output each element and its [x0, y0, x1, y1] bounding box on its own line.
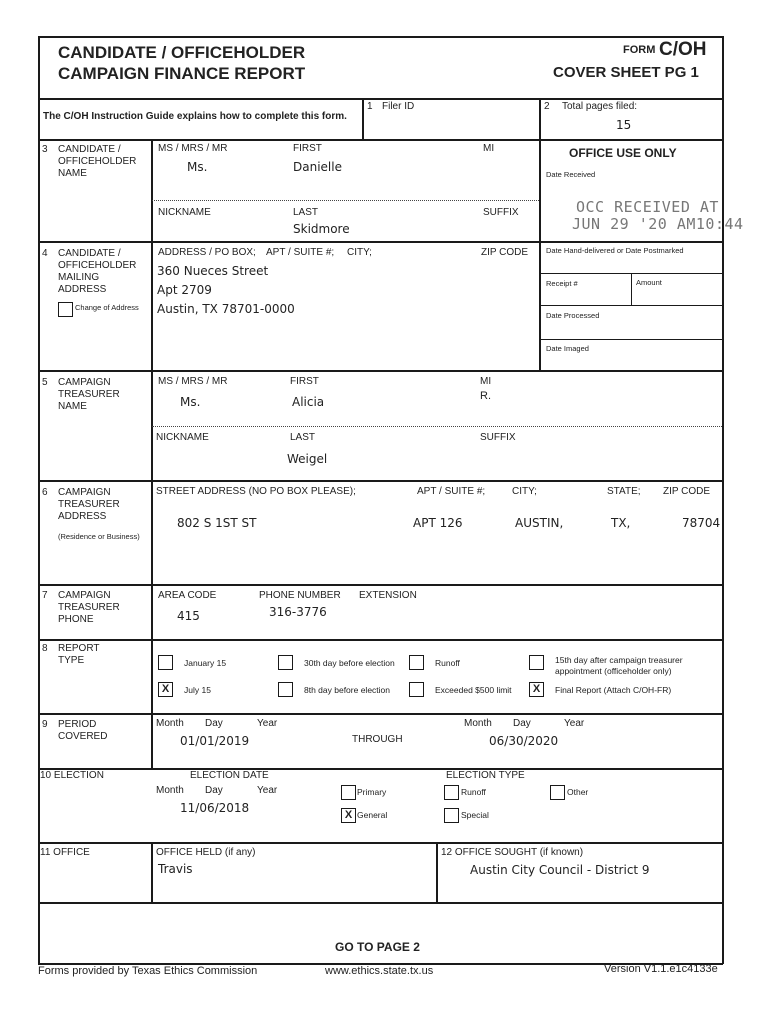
filer-id-field[interactable] — [380, 118, 530, 132]
election-date-value[interactable]: 11/06/2018 — [180, 801, 250, 815]
january-15-label: January 15 — [184, 658, 227, 668]
total-pages-number: 2 — [544, 101, 550, 112]
amount-label: Amount — [636, 278, 662, 287]
office-sought-value[interactable]: Austin City Council - District 9 — [470, 863, 650, 877]
office-held-value[interactable]: Travis — [158, 862, 193, 876]
candidate-first-value[interactable]: Danielle — [293, 160, 342, 174]
other-label: Other — [567, 787, 589, 797]
treasurer-address-label: CAMPAIGN TREASURER ADDRESS — [58, 487, 120, 522]
treasurer-apt-label: APT / SUITE #; — [417, 486, 486, 497]
phone-number-value[interactable]: 316-3776 — [269, 605, 327, 619]
period-from-year-label: Year — [257, 718, 278, 729]
july-15-checkbox[interactable]: X — [158, 682, 173, 697]
section-6-number: 6 — [42, 487, 48, 498]
period-to-month-label: Month — [464, 718, 492, 729]
mailing-city-label: CITY; — [347, 247, 372, 258]
form-title-line1: CANDIDATE / OFFICEHOLDER — [58, 43, 306, 62]
period-covered-label: PERIOD COVERED — [58, 719, 108, 742]
election-label — [40, 771, 104, 781]
mailing-zip-label: ZIP CODE — [481, 247, 529, 258]
mailing-line1[interactable]: 360 Nueces Street — [157, 264, 269, 278]
treasurer-zip-value[interactable]: 78704 — [682, 516, 721, 530]
election-month-label: Month — [156, 785, 184, 796]
section-10-number: 10 — [40, 770, 52, 781]
section-8-number: 8 — [42, 643, 48, 654]
candidate-nickname-label: NICKNAME — [158, 207, 211, 218]
office-sought-label-text: OFFICE SOUGHT (if known) — [454, 847, 584, 858]
candidate-last-label: LAST — [293, 207, 319, 218]
section-4-number: 4 — [42, 248, 48, 259]
election-label-text: ELECTION — [53, 770, 104, 781]
candidate-last-value[interactable]: Skidmore — [293, 222, 350, 236]
treasurer-nickname-label: NICKNAME — [156, 432, 209, 443]
form-word: FORM — [623, 44, 656, 56]
treasurer-state-value[interactable]: TX, — [611, 516, 631, 530]
date-processed-label: Date Processed — [546, 311, 600, 320]
runoff-election-checkbox[interactable] — [444, 785, 459, 800]
general-checkbox[interactable]: X — [341, 808, 356, 823]
15th-day-label-line1: 15th day after campaign treasurer — [555, 655, 683, 665]
mailing-line2[interactable]: Apt 2709 — [157, 283, 212, 297]
election-date-label: ELECTION DATE — [190, 770, 269, 781]
mailing-line3[interactable]: Austin, TX 78701-0000 — [157, 302, 295, 316]
area-code-value[interactable]: 415 — [177, 609, 200, 623]
receipt-label: Receipt # — [546, 279, 578, 288]
mailing-address-po-label: ADDRESS / PO BOX; — [158, 247, 256, 258]
election-day-label: Day — [205, 785, 223, 796]
go-to-page-2: GO TO PAGE 2 — [335, 940, 420, 954]
treasurer-phone-label: CAMPAIGN TREASURER PHONE — [58, 590, 120, 625]
section-9-number: 9 — [42, 719, 48, 730]
treasurer-title-value[interactable]: Ms. — [180, 395, 201, 409]
date-imaged-label: Date Imaged — [546, 344, 589, 353]
period-from-value[interactable]: 01/01/2019 — [180, 734, 250, 748]
treasurer-name-label: CAMPAIGN TREASURER NAME — [58, 377, 120, 412]
treasurer-first-label: FIRST — [290, 376, 319, 387]
section-3-number: 3 — [42, 144, 48, 155]
treasurer-last-label: LAST — [290, 432, 316, 443]
runoff-report-checkbox[interactable] — [409, 655, 424, 670]
forms-provided-by: Forms provided by Texas Ethics Commission — [38, 965, 258, 977]
filer-id-label: Filer ID — [382, 101, 415, 112]
election-year-label: Year — [257, 785, 278, 796]
period-from-month-label: Month — [156, 718, 184, 729]
treasurer-mi-label: MI — [480, 376, 492, 387]
treasurer-title-label: MS / MRS / MR — [158, 376, 228, 387]
extension-label: EXTENSION — [359, 590, 417, 601]
office-label-text: OFFICE — [53, 847, 90, 858]
area-code-label: AREA CODE — [158, 590, 217, 601]
candidate-suffix-label: SUFFIX — [483, 207, 519, 218]
office-held-label: OFFICE HELD (if any) — [156, 847, 256, 858]
version-label: Version V1.1.e1c4133e — [604, 963, 718, 975]
treasurer-city-value[interactable]: AUSTIN, — [515, 516, 564, 530]
treasurer-street-value[interactable]: 802 S 1ST ST — [177, 516, 257, 530]
july-15-label: July 15 — [184, 685, 211, 695]
election-type-label: ELECTION TYPE — [446, 770, 525, 781]
form-header — [38, 36, 722, 98]
candidate-title-label: MS / MRS / MR — [158, 143, 228, 154]
phone-number-label: PHONE NUMBER — [259, 590, 341, 601]
8th-day-checkbox[interactable] — [278, 682, 293, 697]
january-15-checkbox[interactable] — [158, 655, 173, 670]
candidate-mi-label: MI — [483, 143, 495, 154]
30th-day-label: 30th day before election — [304, 658, 395, 668]
section-7-number: 7 — [42, 590, 48, 601]
final-report-checkbox[interactable]: X — [529, 682, 544, 697]
ethics-url: www.ethics.state.tx.us — [325, 965, 434, 977]
treasurer-first-value[interactable]: Alicia — [292, 395, 325, 409]
section-11-number: 11 — [40, 847, 51, 858]
filer-id-number: 1 — [367, 101, 373, 112]
period-to-day-label: Day — [513, 718, 531, 729]
candidate-first-label: FIRST — [293, 143, 322, 154]
change-of-address-checkbox[interactable] — [58, 302, 73, 317]
mailing-address-label: CANDIDATE / OFFICEHOLDER MAILING ADDRESS — [58, 248, 137, 295]
period-to-value[interactable]: 06/30/2020 — [489, 734, 559, 748]
8th-day-label: 8th day before election — [304, 685, 391, 695]
treasurer-mi-value[interactable]: R. — [480, 390, 491, 402]
section-5-number: 5 — [42, 377, 48, 388]
residence-or-business-note: (Residence or Business) — [58, 532, 140, 541]
cover-sheet-label: COVER SHEET PG 1 — [553, 64, 699, 81]
through-label: THROUGH — [352, 734, 403, 745]
instruction-text: The C/OH Instruction Guide explains how to complete this form. — [43, 111, 347, 122]
runoff-election-label: Runoff — [461, 787, 486, 797]
received-stamp-line2: JUN 29 '20 AM10:44 — [572, 215, 744, 233]
exceeded-limit-checkbox[interactable] — [409, 682, 424, 697]
period-to-year-label: Year — [564, 718, 585, 729]
treasurer-zip-label: ZIP CODE — [663, 486, 711, 497]
30th-day-checkbox[interactable] — [278, 655, 293, 670]
candidate-title-value[interactable]: Ms. — [187, 160, 208, 174]
report-type-label: REPORT TYPE — [58, 643, 100, 666]
15th-day-label-line2: appointment (officeholder only) — [555, 666, 672, 676]
primary-checkbox[interactable] — [341, 785, 356, 800]
primary-label: Primary — [357, 787, 387, 797]
change-of-address-label: Change of Address — [75, 303, 139, 312]
section-12-number: 12 — [441, 847, 453, 858]
treasurer-suffix-label: SUFFIX — [480, 432, 516, 443]
special-label: Special — [461, 810, 489, 820]
mailing-apt-label: APT / SUITE #; — [266, 247, 335, 258]
treasurer-apt-value[interactable]: APT 126 — [413, 516, 463, 530]
treasurer-last-value[interactable]: Weigel — [287, 452, 328, 466]
date-hand-delivered-label: Date Hand-delivered or Date Postmarked — [546, 246, 684, 255]
general-label: General — [357, 810, 388, 820]
15th-day-checkbox[interactable] — [529, 655, 544, 670]
form-title-line2: CAMPAIGN FINANCE REPORT — [58, 64, 306, 83]
final-report-label: Final Report (Attach C/OH-FR) — [555, 685, 672, 695]
runoff-report-label: Runoff — [435, 658, 460, 668]
special-checkbox[interactable] — [444, 808, 459, 823]
total-pages-label: Total pages filed: — [562, 101, 638, 112]
treasurer-state-label: STATE; — [607, 486, 641, 497]
other-checkbox[interactable] — [550, 785, 565, 800]
office-sought-label — [441, 848, 583, 858]
office-use-title: OFFICE USE ONLY — [569, 146, 677, 160]
date-received-label: Date Received — [546, 170, 596, 179]
received-stamp-line1: OCC RECEIVED AT — [576, 198, 719, 216]
candidate-name-label: CANDIDATE / OFFICEHOLDER NAME — [58, 144, 137, 179]
office-label — [40, 848, 90, 858]
treasurer-city-label: CITY; — [512, 486, 537, 497]
total-pages-value[interactable]: 15 — [616, 118, 632, 132]
exceeded-limit-label: Exceeded $500 limit — [435, 685, 512, 695]
treasurer-street-label: STREET ADDRESS (NO PO BOX PLEASE); — [156, 486, 356, 497]
form-code: C/OH — [659, 39, 707, 60]
period-from-day-label: Day — [205, 718, 223, 729]
